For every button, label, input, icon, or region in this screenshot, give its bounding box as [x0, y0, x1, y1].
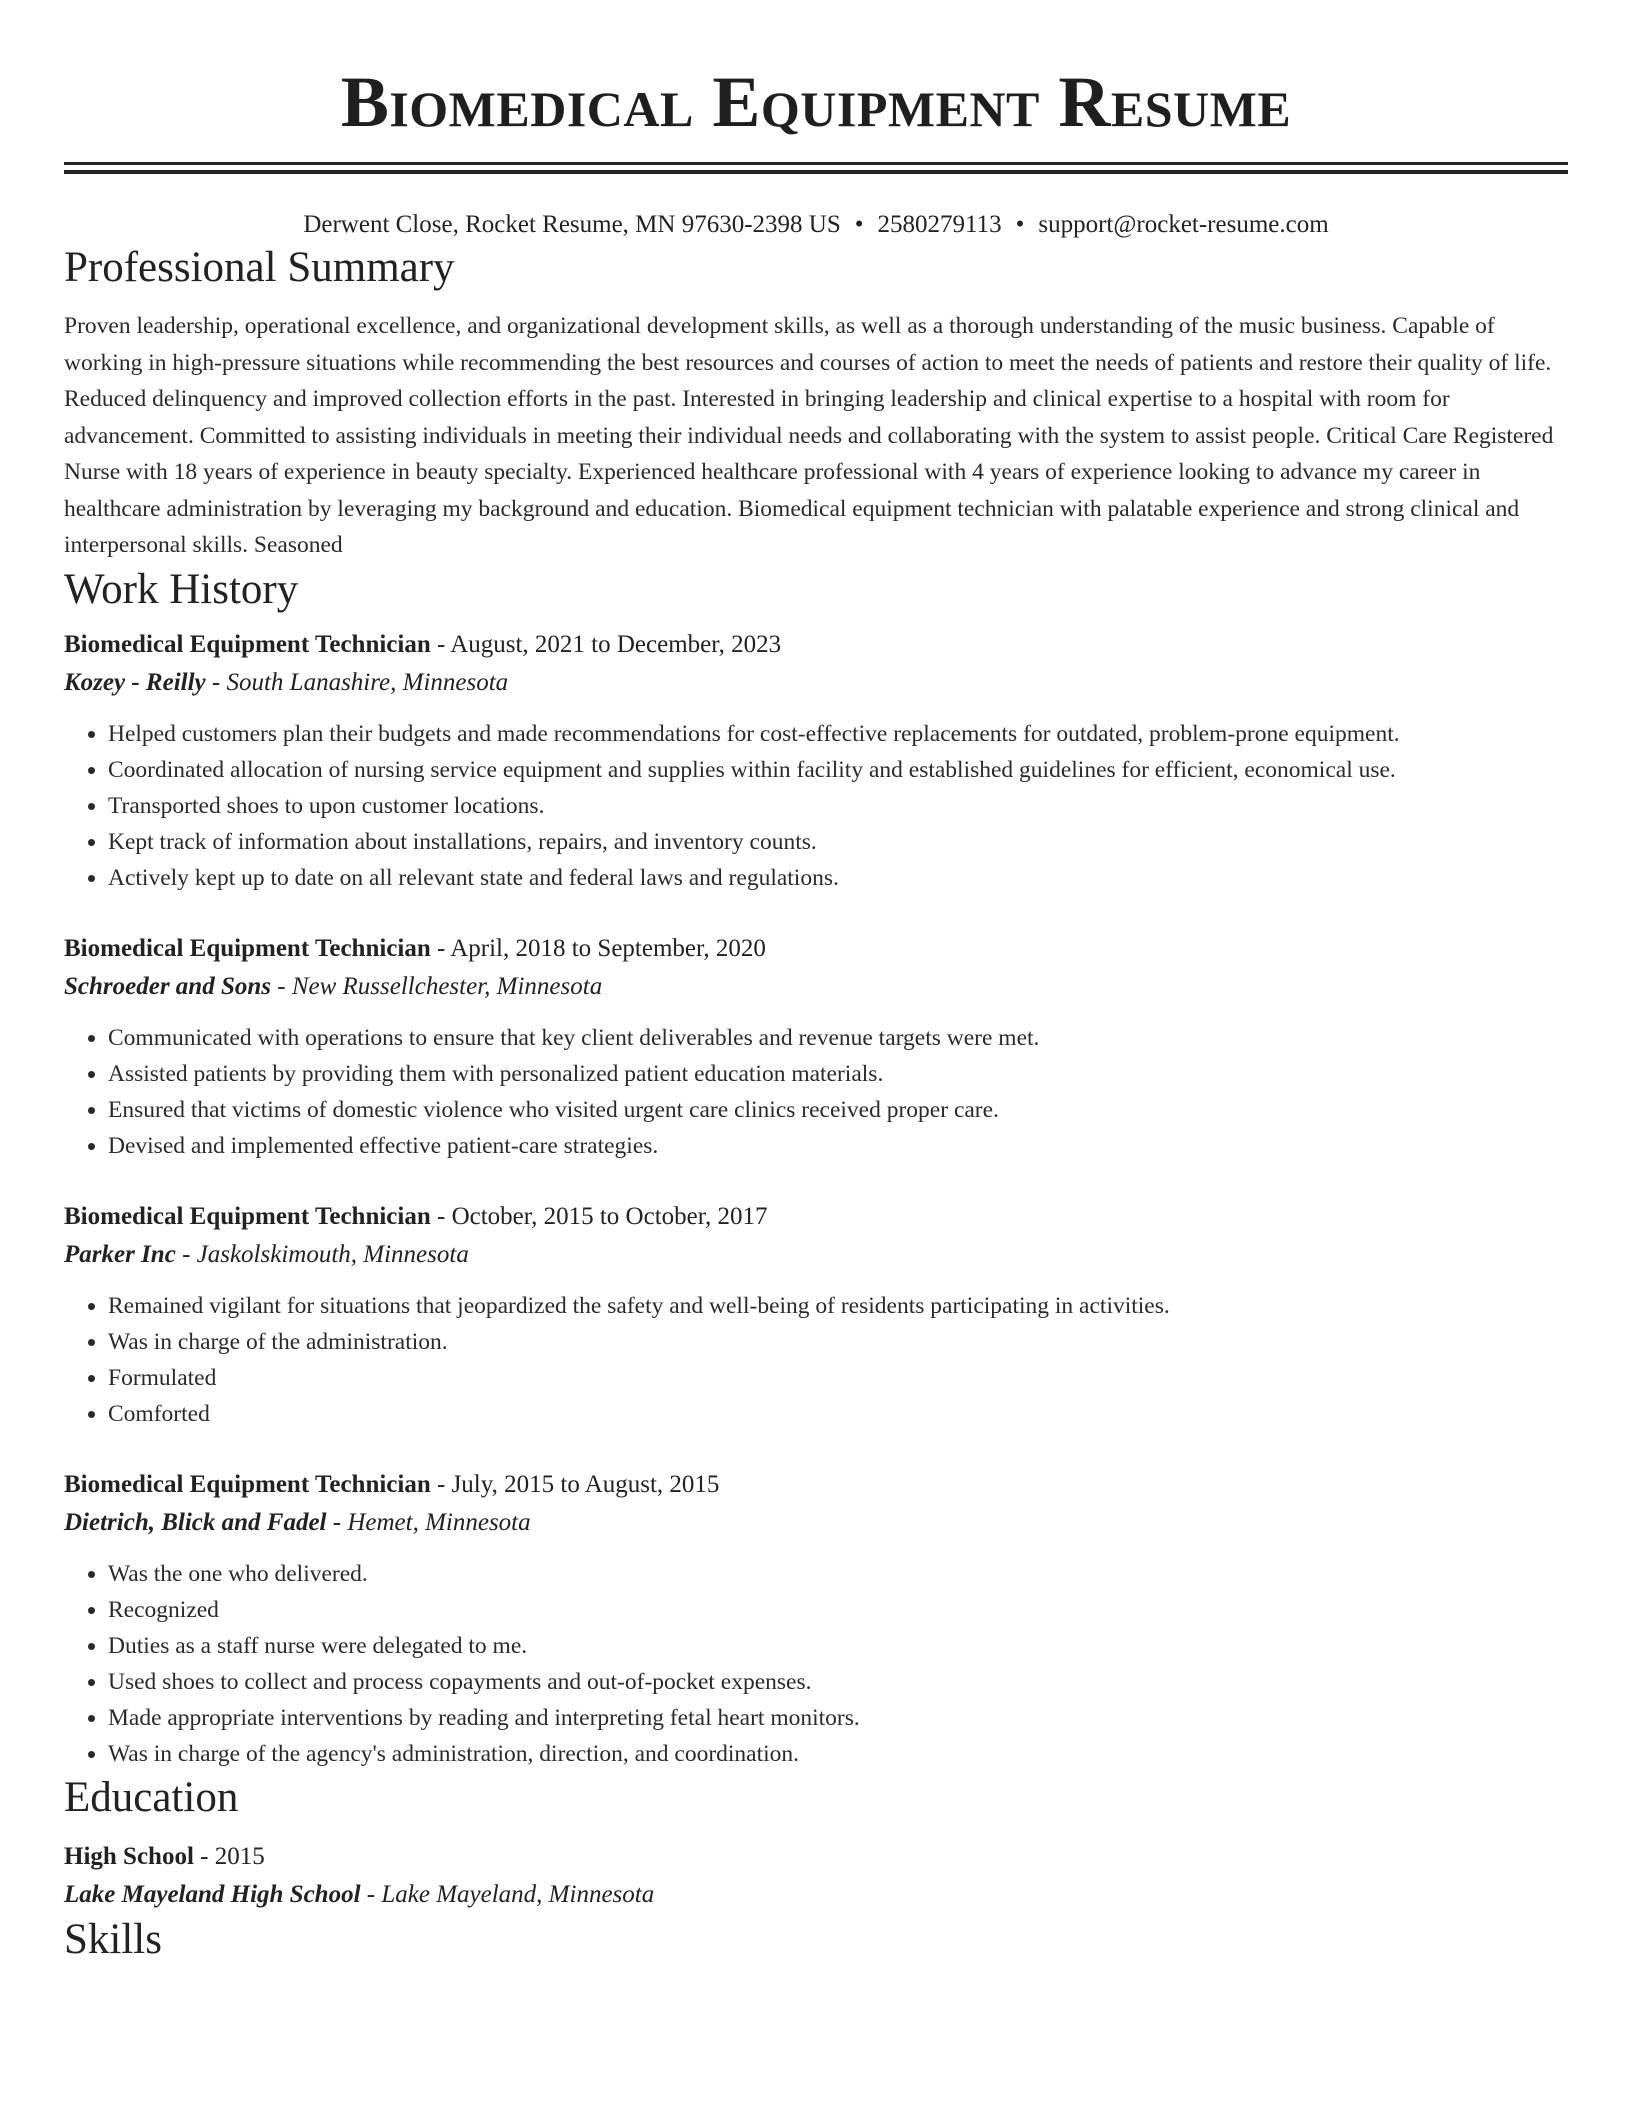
- job-dash: -: [271, 972, 292, 1000]
- job-duties: [64, 716, 1568, 896]
- list-item: • Was the one who delivered.: [108, 1556, 1568, 1592]
- list-item: • Assisted patients by providing them with personalized patient education materials.: [108, 1056, 1568, 1092]
- contact-separator: •: [854, 211, 864, 238]
- contact-email: support@rocket-resume.com: [1038, 211, 1329, 238]
- job-company-line: [64, 1236, 1568, 1274]
- list-item: • Duties as a staff nurse were delegated to me.: [108, 1628, 1568, 1664]
- job-dash: -: [175, 1240, 197, 1268]
- job-company-line: [64, 1504, 1568, 1542]
- job-dates: April, 2018 to September, 2020: [450, 934, 766, 962]
- education-degree-line: [64, 1838, 1568, 1876]
- job-location: South Lanashire, Minnesota: [226, 668, 509, 696]
- job-duties: [64, 1288, 1568, 1432]
- education-dash: -: [360, 1880, 382, 1908]
- title-rule-bottom: [64, 170, 1568, 174]
- job-dash: -: [205, 668, 227, 696]
- job-company: Parker Inc: [64, 1240, 176, 1268]
- education-degree: High School: [64, 1842, 194, 1870]
- list-item: • Actively kept up to date on all relevant state and federal laws and regulations.: [108, 860, 1568, 896]
- list-item: • Devised and implemented effective patient-care strategies.: [108, 1128, 1568, 1164]
- education-school-line: [64, 1876, 1568, 1914]
- education-dash: -: [193, 1842, 215, 1870]
- job-dash: -: [430, 934, 451, 962]
- summary-text: Proven leadership, operational excellence, and organizational development skills, as well as a thorough understanding of the music business. Capable of working in high-pressure situations while recommending the best resources and courses of action to meet the needs of patients and restore their quality of life. Reduced delinquency and improved collection efforts in the past. Interested in bringing leadership and clinical expertise to a hospital with room for advancement. Committed to assisting individuals in meeting their individual needs and collaborating with the system to assist people. Critical Care Registered Nurse with 18 years of experience in beauty specialty. Experienced healthcare professional with 4 years of experience looking to advance my career in healthcare administration by leveraging my background and education. Biomedical equipment technician with palatable experience and strong clinical and interpersonal skills. Seasoned: [64, 313, 1554, 558]
- contact-separator: •: [1015, 211, 1025, 238]
- job-location: Hemet, Minnesota: [347, 1508, 531, 1536]
- education-entry: [64, 1838, 1568, 1914]
- work-history-heading: Work History: [64, 565, 299, 613]
- job-role: Biomedical Equipment Technician: [64, 630, 431, 658]
- job-company-line: [64, 664, 1568, 702]
- resume-page: [64, 0, 1568, 1966]
- job-dash: -: [430, 1202, 452, 1230]
- list-item: • Formulated: [108, 1360, 1568, 1396]
- list-item: • Coordinated allocation of nursing service equipment and supplies within facility and established guidelines for efficient, economical use.: [108, 752, 1568, 788]
- title-rule-top: [64, 162, 1568, 165]
- job-location: New Russellchester, Minnesota: [291, 972, 603, 1000]
- skills-heading: Skills: [64, 1915, 162, 1963]
- job-entry: [64, 930, 1568, 1164]
- job-entry: [64, 626, 1568, 896]
- job-duties: [64, 1020, 1568, 1164]
- job-location: Jaskolskimouth, Minnesota: [196, 1240, 469, 1268]
- job-dates: August, 2021 to December, 2023: [450, 630, 782, 658]
- contact-address: Derwent Close, Rocket Resume, MN 97630-2398 US: [303, 211, 841, 238]
- job-entry: [64, 1466, 1568, 1772]
- job-title-line: [64, 1198, 1568, 1236]
- job-entry: [64, 1198, 1568, 1432]
- job-title-line: [64, 1466, 1568, 1504]
- job-company: Schroeder and Sons: [64, 972, 271, 1000]
- job-role: Biomedical Equipment Technician: [64, 934, 431, 962]
- resume-title: Biomedical Equipment Resume: [340, 62, 1292, 142]
- job-company: Dietrich, Blick and Fadel: [64, 1508, 327, 1536]
- job-dates: October, 2015 to October, 2017: [451, 1202, 768, 1230]
- list-item: • Communicated with operations to ensure that key client deliverables and revenue targets were met.: [108, 1020, 1568, 1056]
- contact-line: [64, 208, 1568, 242]
- summary-heading: Professional Summary: [64, 244, 455, 291]
- job-dash: -: [430, 630, 451, 658]
- list-item: • Comforted: [108, 1396, 1568, 1432]
- education-school: Lake Mayeland High School: [64, 1880, 361, 1908]
- list-item: • Remained vigilant for situations that jeopardized the safety and well-being of residents participating in activities.: [108, 1288, 1568, 1324]
- job-dates: July, 2015 to August, 2015: [451, 1470, 720, 1498]
- list-item: • Made appropriate interventions by reading and interpreting fetal heart monitors.: [108, 1700, 1568, 1736]
- list-item: • Was in charge of the agency's administration, direction, and coordination.: [108, 1736, 1568, 1772]
- list-item: • Helped customers plan their budgets and made recommendations for cost-effective replacements for outdated, problem-prone equipment.: [108, 716, 1568, 752]
- education-year: 2015: [214, 1842, 265, 1870]
- job-company-line: [64, 968, 1568, 1006]
- list-item: • Used shoes to collect and process copayments and out-of-pocket expenses.: [108, 1664, 1568, 1700]
- job-role: Biomedical Equipment Technician: [64, 1470, 431, 1498]
- job-title-line: [64, 930, 1568, 968]
- list-item: • Was in charge of the administration.: [108, 1324, 1568, 1360]
- list-item: • Recognized: [108, 1592, 1568, 1628]
- education-location: Lake Mayeland, Minnesota: [381, 1880, 655, 1908]
- job-role: Biomedical Equipment Technician: [64, 1202, 431, 1230]
- job-company: Kozey - Reilly: [64, 668, 206, 696]
- list-item: • Ensured that victims of domestic violence who visited urgent care clinics received proper care.: [108, 1092, 1568, 1128]
- job-dash: -: [430, 1470, 452, 1498]
- job-title-line: [64, 626, 1568, 664]
- job-dash: -: [326, 1508, 348, 1536]
- contact-phone: 2580279113: [877, 211, 1002, 238]
- list-item: • Transported shoes to upon customer locations.: [108, 788, 1568, 824]
- education-heading: Education: [64, 1773, 239, 1821]
- list-item: • Kept track of information about installations, repairs, and inventory counts.: [108, 824, 1568, 860]
- job-duties: [64, 1556, 1568, 1772]
